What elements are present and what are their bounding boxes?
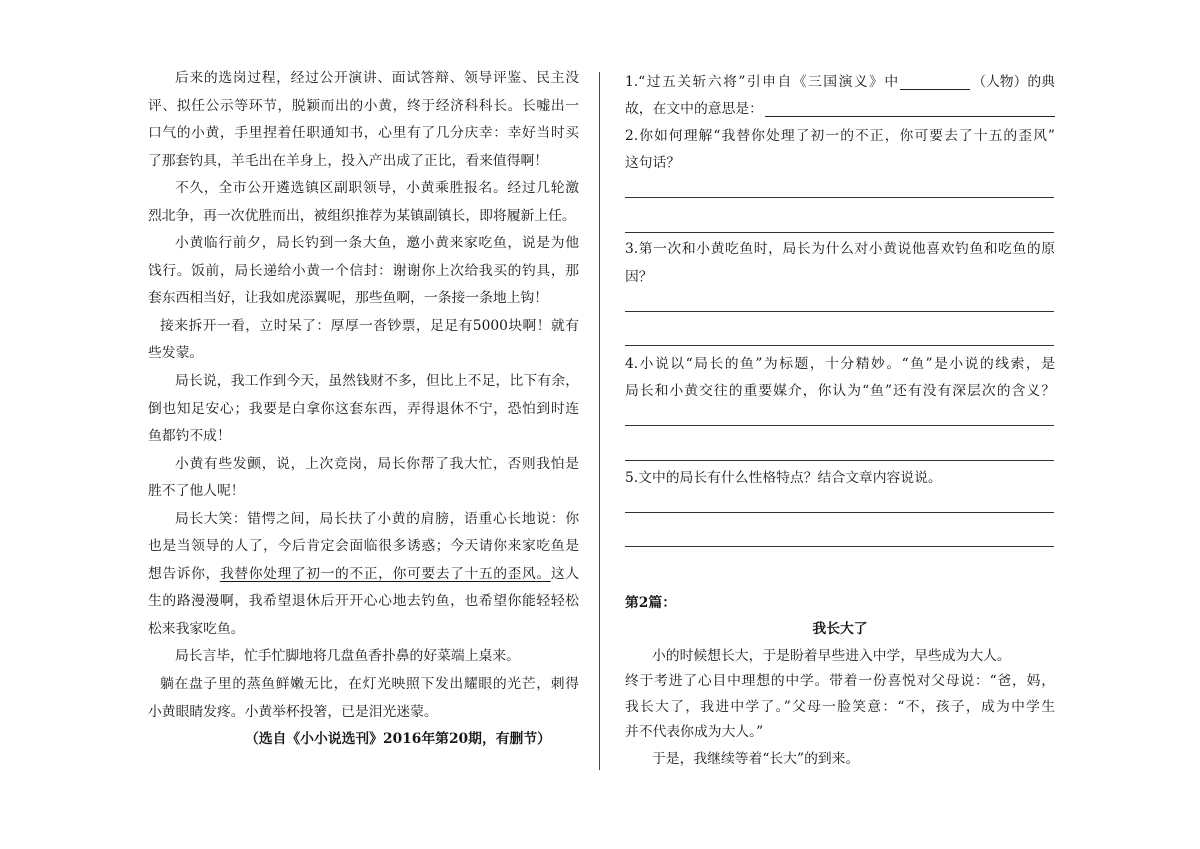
question-text: 故，在文中的意思是： [625, 101, 763, 117]
passage-line: 并不代表你成为大人。” [625, 724, 764, 740]
text-line: 烈北争，再一次优胜而出，被组织推荐为某镇副镇长，即将履新上任。 [148, 207, 576, 224]
text-segment: 想告诉你， [148, 565, 220, 582]
question-3-line-1: 3.第一次和小黄吃鱼时，局长为什么对小黄说他喜欢钓鱼和吃鱼的原 [625, 241, 1055, 257]
question-text: 1.“过五关斩六将”引申自《三国演义》中 [625, 74, 899, 90]
article-paragraph [148, 313, 579, 368]
underlined-quote: 我替你处理了初一的不正，你可要去了十五的歪风。 [219, 565, 551, 582]
article-paragraph [148, 643, 579, 671]
section-label: 第2篇： [625, 595, 676, 611]
question-5-line-1: 5.文中的局长有什么性格特点？结合文章内容说说。 [625, 470, 942, 486]
question-text: （人物）的典 [972, 74, 1055, 90]
question-4-line-1: 4.小说以“局长的鱼”为标题，十分精妙。“鱼”是小说的线索，是 [625, 356, 1055, 372]
passage-line: 终于考进了心目中理想的中学。带着一份喜悦对父母说：“爸，妈， [625, 673, 1055, 689]
text-line: 小黄有些发颤，说，上次竞岗，局长你帮了我大忙，否则我怕是 [175, 455, 579, 472]
answer-line [625, 460, 1054, 461]
question-2-line-2: 这句话？ [625, 155, 681, 171]
questions-section [625, 0, 1056, 849]
text-segment: 这人 [550, 565, 579, 582]
answer-line [625, 425, 1054, 426]
answer-line [625, 232, 1054, 233]
answer-line [625, 512, 1054, 513]
article-paragraph [148, 671, 579, 726]
article-paragraph [148, 506, 579, 644]
text-line: 鱼都钓不成！ [148, 428, 231, 445]
text-line: 生的路漫漫啊，我希望退休后开开心心地去钓鱼，也希望你能轻轻松 [148, 593, 579, 610]
text-line: 局长言毕，忙手忙脚地将几盘鱼香扑鼻的好菜端上桌来。 [175, 648, 520, 665]
article-paragraph [148, 451, 579, 506]
passage-title: 我长大了 [812, 621, 868, 637]
text-line: 后来的选岗过程，经过公开演讲、面试答辩、领导评鉴、民主没 [175, 70, 579, 86]
article-1 [148, 65, 579, 754]
passage-line: 于是，我继续等着“长大”的到来。 [652, 751, 860, 767]
question-2-line-1: 2.你如何理解“我替你处理了初一的不正，你可要去了十五的歪风” [625, 128, 1055, 144]
text-line: 不久，全市公开遴选镇区副职领导，小黄乘胜报名。经过几轮激 [175, 180, 579, 197]
text-line: 小黄眼睛发疼。小黄举杯投箸，已是泪光迷蒙。 [148, 703, 438, 720]
article-paragraph [148, 65, 579, 175]
text-line: 接来拆开一看，立时呆了：厚厚一沓钞票，足足有5000块啊！就有 [160, 317, 579, 334]
article-paragraph [148, 368, 579, 451]
text-line: 局长大笑：错愕之间，局长扶了小黄的肩膀，语重心长地说：你 [175, 510, 579, 527]
column-divider [599, 72, 600, 770]
answer-line [625, 546, 1054, 547]
text-line: 倒也知足安心；我要是白拿你这套东西，弄得退休不宁，恐怕到时连 [148, 400, 579, 417]
text-line: 胜不了他人呢！ [148, 483, 245, 500]
article-paragraph [148, 175, 579, 230]
answer-blank [765, 95, 1055, 117]
text-line: 局长说，我工作到今天，虽然钱财不多，但比上不足，比下有余， [175, 373, 579, 390]
text-line: 了那套钓具，羊毛出在羊身上，投入产出成了正比，看来值得啊！ [148, 152, 549, 169]
text-line: 松来我家吃鱼。 [148, 620, 245, 637]
source-note: （选自《小小说选刊》2016年第20期，有删节） [245, 731, 551, 748]
question-3-line-2: 因？ [625, 269, 653, 285]
text-line: 评、拟任公示等环节，脱颖而出的小黄，终于经济科科长。长嘘出一 [148, 97, 579, 114]
text-line [148, 561, 579, 589]
article-paragraph [148, 230, 579, 313]
text-line: 也是当领导的人了，今后肯定会面临很多诱惑；今天请你来家吃鱼是 [148, 538, 579, 555]
text-line: 些发蒙。 [148, 345, 204, 362]
text-line: 躺在盘子里的蒸鱼鲜嫩无比，在灯光映照下发出耀眼的光芒，刺得 [160, 676, 579, 693]
passage-line: 小的时候想长大，于是盼着早些进入中学，早些成为大人。 [652, 648, 1011, 664]
answer-line [625, 311, 1054, 312]
answer-line [625, 197, 1054, 198]
answer-line [625, 345, 1054, 346]
question-4-line-2: 局长和小黄交往的重要媒介，你认为“鱼”还有没有深层次的含义？ [625, 383, 1055, 399]
text-line: 口气的小黄，手里捏着任职通知书，心里有了几分庆幸：幸好当时买 [148, 125, 579, 142]
answer-blank [900, 68, 970, 90]
text-line: 套东西相当好，让我如虎添翼呢，那些鱼啊，一条接一条地上钩！ [148, 290, 549, 307]
question-1-line-1 [625, 68, 1055, 96]
text-line: 饯行。饭前，局长递给小黄一个信封：谢谢你上次给我买的钓具，那 [148, 262, 579, 279]
text-line: 小黄临行前夕，局长钓到一条大鱼，邀小黄来家吃鱼，说是为他 [175, 235, 579, 252]
passage-line: 我长大了，我进中学了。”父母一脸笑意：“不，孩子，成为中学生 [625, 699, 1055, 715]
question-1-line-2 [625, 95, 1055, 123]
